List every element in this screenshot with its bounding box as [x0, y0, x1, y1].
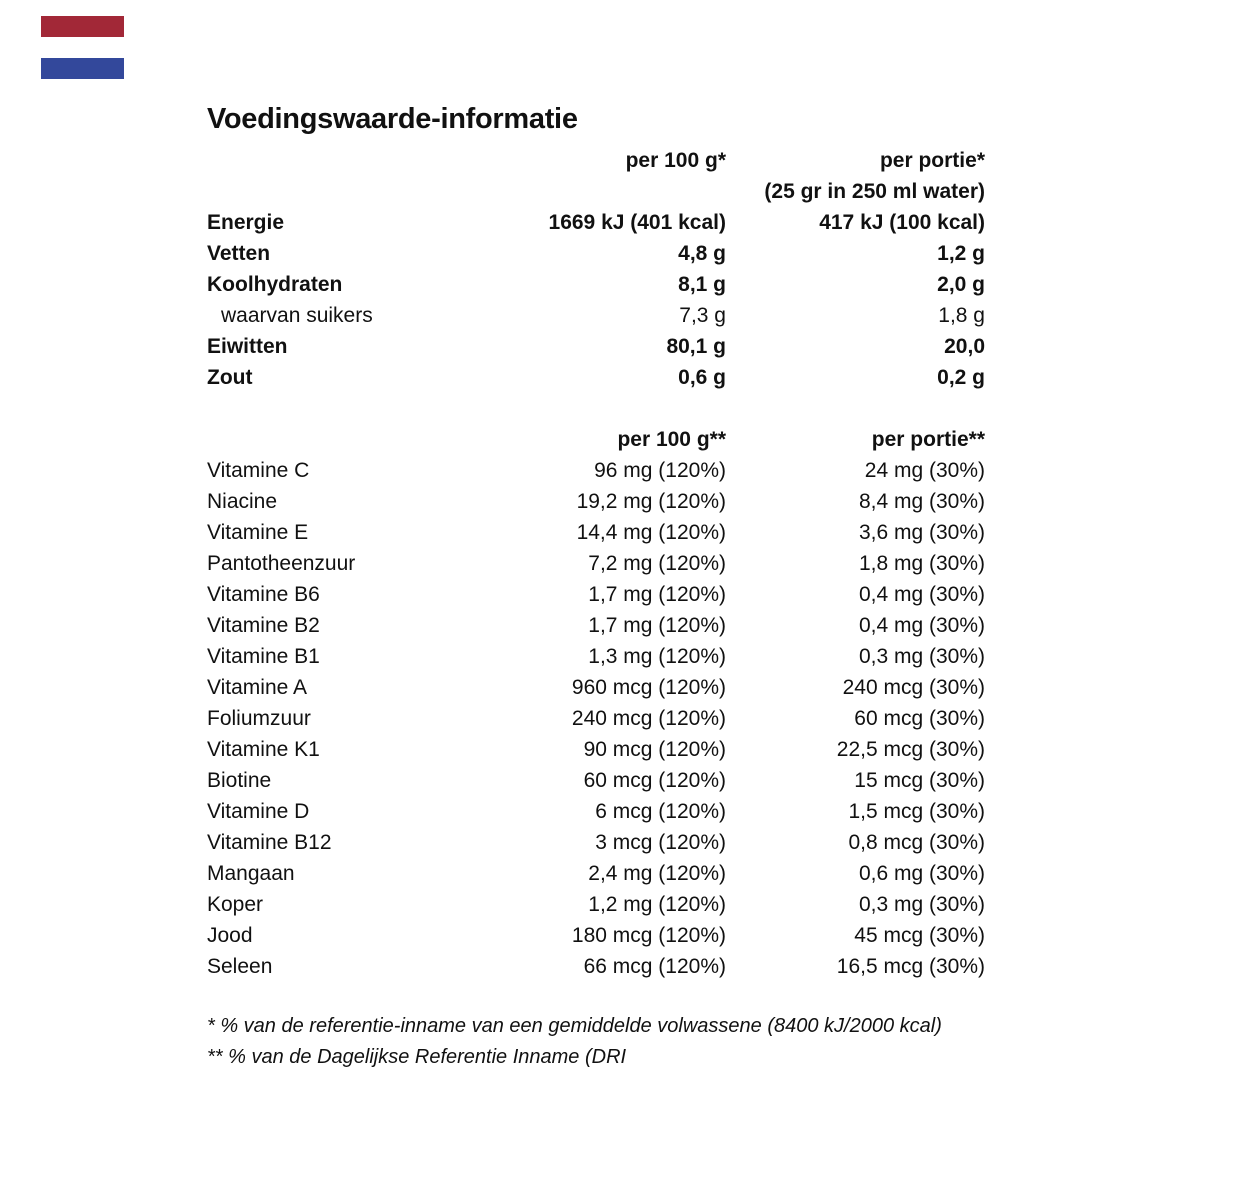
row-label: Mangaan: [207, 862, 295, 885]
per-100g-value: 180 mcg (120%): [571, 924, 726, 947]
row-label: Vitamine C: [207, 459, 310, 482]
row-label: Foliumzuur: [207, 707, 311, 730]
flag-red-stripe: [41, 16, 124, 37]
row-seleen: [207, 951, 985, 982]
row-label: Vetten: [207, 242, 271, 265]
per-portie-value: 45 mcg (30%): [854, 924, 985, 947]
per-100g-value: 60 mcg (120%): [583, 769, 726, 792]
per-portie-value: 1,8 g: [938, 304, 985, 327]
row-label: Jood: [207, 924, 253, 947]
per-100g-value: 240 mcg (120%): [571, 707, 726, 730]
row-label: Zout: [207, 366, 253, 389]
footnotes: [207, 1011, 942, 1073]
per-100g-value: 1,2 mg (120%): [588, 893, 726, 916]
per-100g-value: 7,3 g: [679, 304, 726, 327]
row-label: Vitamine B6: [207, 583, 320, 606]
per-portie-value: 0,8 mcg (30%): [848, 831, 985, 854]
row-eiwitten: [207, 331, 985, 362]
per-100g-value: 7,2 mg (120%): [588, 552, 726, 575]
row-vitamine-c: [207, 455, 985, 486]
row-vitamine-b12: [207, 827, 985, 858]
row-vitamine-b6: [207, 579, 985, 610]
per-100g-value: 3 mcg (120%): [595, 831, 726, 854]
per-portie-value: 0,4 mg (30%): [858, 614, 985, 637]
row-label: Vitamine A: [207, 676, 308, 699]
row-label: Vitamine E: [207, 521, 309, 544]
per-portie-value: 1,8 mg (30%): [858, 552, 985, 575]
row-jood: [207, 920, 985, 951]
empty-cell: [207, 176, 527, 207]
per-100g-value: 1669 kJ (401 kcal): [548, 211, 726, 234]
empty-cell: [207, 145, 527, 176]
per-portie-value: 8,4 mg (30%): [858, 490, 985, 513]
per-portie-value: 2,0 g: [937, 273, 985, 296]
row-mangaan: [207, 858, 985, 889]
row-label: Koolhydraten: [207, 273, 343, 296]
row-label: Seleen: [207, 955, 273, 978]
per-portie-header: per portie**: [871, 428, 985, 451]
row-label: Niacine: [207, 490, 278, 513]
row-pantotheenzuur: [207, 548, 985, 579]
row-biotine: [207, 765, 985, 796]
row-vitamine-k1: [207, 734, 985, 765]
per-portie-value: 1,2 g: [937, 242, 985, 265]
per-portie-value: 60 mcg (30%): [854, 707, 985, 730]
row-label: Vitamine D: [207, 800, 310, 823]
row-label: Vitamine K1: [207, 738, 320, 761]
row-vitamine-e: [207, 517, 985, 548]
empty-cell: [527, 176, 726, 207]
row-vitamine-b1: [207, 641, 985, 672]
per-100g-value: 0,6 g: [678, 366, 726, 389]
per-portie-value: 15 mcg (30%): [854, 769, 985, 792]
nutrition-table: [207, 145, 985, 982]
row-waarvan-suikers: [207, 300, 985, 331]
row-label: waarvan suikers: [221, 304, 373, 327]
per-100g-value: 80,1 g: [666, 335, 726, 358]
per-100g-value: 1,7 mg (120%): [588, 614, 726, 637]
per-portie-value: 24 mg (30%): [864, 459, 985, 482]
per-portie-value: 22,5 mcg (30%): [836, 738, 985, 761]
macro-header-subrow: [207, 176, 985, 207]
footnote-reference-intake: * % van de referentie-inname van een gemiddelde volwassene (8400 kJ/2000 kcal): [207, 1015, 942, 1037]
row-foliumzuur: [207, 703, 985, 734]
row-niacine: [207, 486, 985, 517]
micro-header-row: [207, 424, 985, 455]
per-portie-value: 16,5 mcg (30%): [836, 955, 985, 978]
row-vitamine-d: [207, 796, 985, 827]
macro-header-row: [207, 145, 985, 176]
row-vitamine-a: [207, 672, 985, 703]
row-label: Vitamine B1: [207, 645, 320, 668]
per-100g-value: 90 mcg (120%): [583, 738, 726, 761]
page-title: Voedingswaarde-informatie: [207, 103, 578, 135]
per-100g-value: 960 mcg (120%): [571, 676, 726, 699]
per-100g-value: 8,1 g: [678, 273, 726, 296]
row-label: Vitamine B2: [207, 614, 320, 637]
per-portie-value: 240 mcg (30%): [842, 676, 985, 699]
per-portie-value: 417 kJ (100 kcal): [819, 211, 985, 234]
per-100g-value: 19,2 mg (120%): [576, 490, 726, 513]
per-portie-value: 0,4 mg (30%): [858, 583, 985, 606]
per-100g-value: 1,3 mg (120%): [588, 645, 726, 668]
per-100g-value: 66 mcg (120%): [583, 955, 726, 978]
per-100g-header: per 100 g*: [625, 149, 726, 172]
per-100g-value: 4,8 g: [678, 242, 726, 265]
row-label: Eiwitten: [207, 335, 288, 358]
per-portie-subheader: (25 gr in 250 ml water): [764, 180, 985, 203]
per-portie-value: 0,3 mg (30%): [858, 893, 985, 916]
per-100g-value: 1,7 mg (120%): [588, 583, 726, 606]
per-portie-value: 0,3 mg (30%): [858, 645, 985, 668]
row-vitamine-b2: [207, 610, 985, 641]
row-label: Vitamine B12: [207, 831, 332, 854]
row-label: Pantotheenzuur: [207, 552, 356, 575]
row-koper: [207, 889, 985, 920]
per-portie-value: 20,0: [944, 335, 985, 358]
per-100g-value: 14,4 mg (120%): [576, 521, 726, 544]
per-portie-header: per portie*: [879, 149, 985, 172]
per-portie-value: 0,6 mg (30%): [858, 862, 985, 885]
per-portie-value: 1,5 mcg (30%): [848, 800, 985, 823]
row-energie: [207, 207, 985, 238]
netherlands-flag-icon: [41, 16, 124, 79]
row-label: Biotine: [207, 769, 272, 792]
per-portie-value: 3,6 mg (30%): [858, 521, 985, 544]
row-label: Koper: [207, 893, 264, 916]
row-koolhydraten: [207, 269, 985, 300]
footnote-dri: ** % van de Dagelijkse Referentie Inname (DRI: [207, 1046, 627, 1068]
per-100g-value: 96 mg (120%): [594, 459, 726, 482]
flag-white-stripe: [41, 37, 124, 58]
row-zout: [207, 362, 985, 393]
per-100g-value: 6 mcg (120%): [595, 800, 726, 823]
empty-cell: [207, 424, 527, 455]
section-gap: [207, 393, 985, 424]
row-label: Energie: [207, 211, 285, 234]
per-portie-value: 0,2 g: [937, 366, 985, 389]
per-100g-header: per 100 g**: [617, 428, 726, 451]
per-100g-value: 2,4 mg (120%): [588, 862, 726, 885]
row-vetten: [207, 238, 985, 269]
flag-blue-stripe: [41, 58, 124, 79]
